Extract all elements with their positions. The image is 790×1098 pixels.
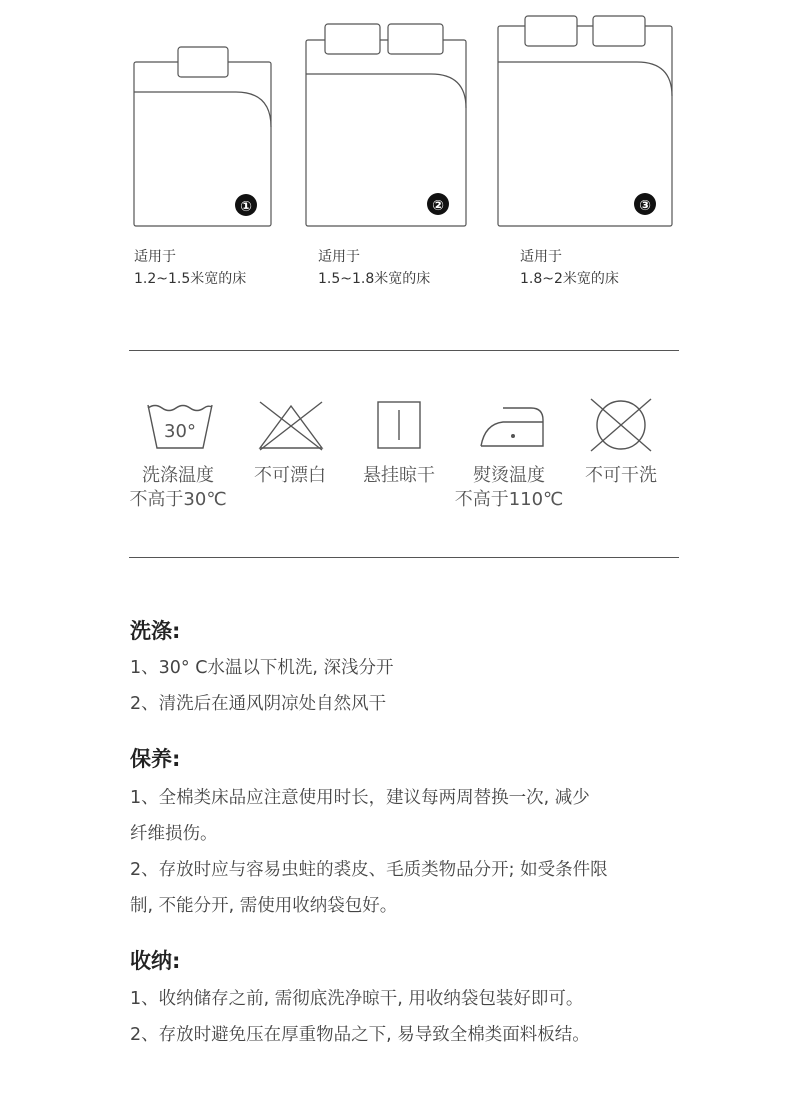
- care-label-line: 熨烫温度: [473, 465, 545, 486]
- bed-number: ①: [240, 199, 252, 215]
- care-label-line: 洗涤温度: [142, 465, 214, 486]
- bed-applies: 适用于: [520, 249, 562, 265]
- care-label-line: 不可漂白: [254, 465, 326, 486]
- hang-dry-icon: [376, 400, 422, 450]
- bed-applies: 适用于: [318, 249, 360, 265]
- care-label: [113, 464, 243, 512]
- washing-line: 1、30° C水温以下机洗, 深浅分开: [130, 658, 394, 678]
- bed-number: ③: [639, 198, 651, 214]
- king-bed-diagram: [495, 12, 675, 232]
- pillow-icon: [388, 24, 443, 54]
- care-label-line: 不高于30℃: [129, 489, 227, 510]
- section-title-storage: 收纳:: [130, 949, 181, 973]
- care-label: [556, 464, 686, 488]
- double-bed-diagram: [303, 18, 469, 232]
- care-label-line: 不高于110℃: [454, 489, 564, 510]
- pillow-icon: [525, 16, 577, 46]
- bed-size: 1.2~1.5米宽的床: [134, 271, 247, 287]
- care-label-line: 不可干洗: [585, 465, 657, 486]
- iron-low-icon: [477, 404, 549, 450]
- pillow-icon: [178, 47, 228, 77]
- section-title-maintenance: 保养:: [130, 747, 181, 771]
- no-bleach-icon: [256, 400, 326, 452]
- washing-line: 2、清洗后在通风阴凉处自然风干: [130, 694, 387, 714]
- maintenance-line: 纤维损伤。: [130, 824, 218, 844]
- maintenance-line: 1、全棉类床品应注意使用时长，建议每两周替换一次, 减少: [130, 788, 590, 808]
- bed-caption: [134, 246, 246, 290]
- care-label: [444, 464, 574, 512]
- pillow-icon: [325, 24, 380, 54]
- maintenance-line: 2、存放时应与容易虫蛀的裘皮、毛质类物品分开; 如受条件限: [130, 860, 608, 880]
- wash-temperature: 30°: [164, 421, 196, 442]
- maintenance-line: 制, 不能分开, 需使用收纳袋包好。: [130, 896, 398, 916]
- section-title-washing: 洗涤:: [130, 619, 181, 643]
- bed-caption: [318, 246, 430, 290]
- care-label-line: 悬挂晾干: [363, 465, 435, 486]
- bed-number: ②: [432, 198, 444, 214]
- pillow-icon: [593, 16, 645, 46]
- storage-line: 2、存放时避免压在厚重物品之下, 易导致全棉类面料板结。: [130, 1025, 590, 1045]
- divider-top: [129, 350, 679, 351]
- no-dry-clean-icon: [588, 396, 654, 454]
- wash-30-icon: [145, 400, 215, 452]
- storage-line: 1、收纳储存之前, 需彻底洗净晾干, 用收纳袋包装好即可。: [130, 989, 584, 1009]
- bed-size: 1.5~1.8米宽的床: [318, 271, 431, 287]
- bed-applies: 适用于: [134, 249, 176, 265]
- bed-caption: [520, 246, 619, 290]
- bed-size: 1.8~2米宽的床: [520, 271, 619, 287]
- single-bed-diagram: [130, 42, 275, 232]
- divider-bottom: [129, 557, 679, 558]
